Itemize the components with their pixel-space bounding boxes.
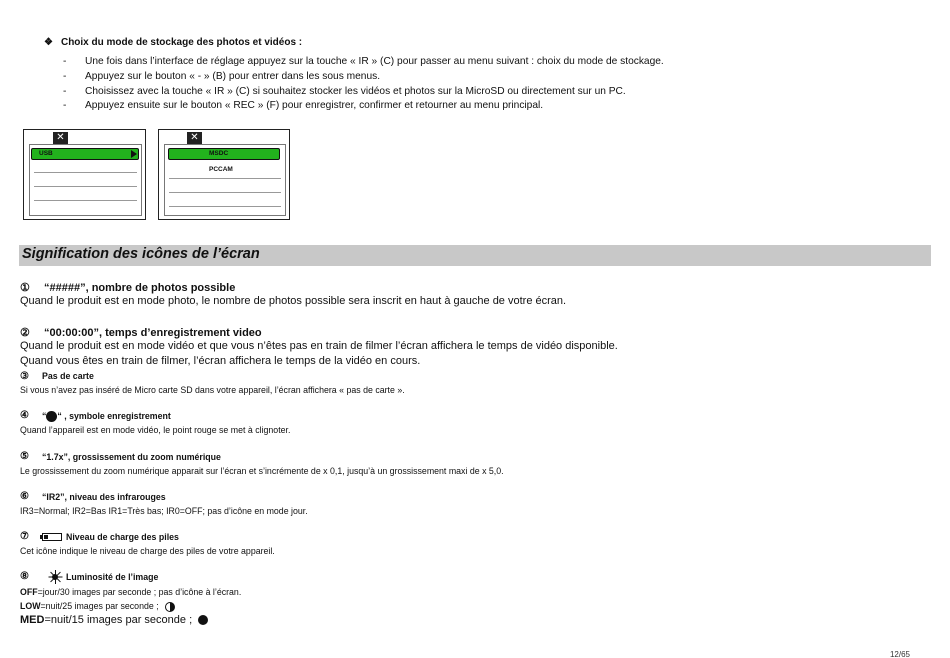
item-title: “ , symbole enregistrement xyxy=(57,411,171,421)
menu-divider xyxy=(34,186,137,187)
tools-icon: ✕ xyxy=(53,132,68,144)
mode-key: OFF xyxy=(20,587,38,597)
item-title: “00:00:00”, temps d’enregistrement video xyxy=(44,326,262,339)
arrow-right-icon xyxy=(131,150,137,158)
item-number: ② xyxy=(20,327,30,339)
item-title: “1.7x”, grossissement du zoom numérique xyxy=(42,452,221,462)
step-text: Une fois dans l’interface de réglage appuyez sur la touche « IR » (C) pour passer au menu suivant : choix du mode de stockage. xyxy=(85,56,664,67)
brightness-low-line xyxy=(20,599,920,613)
tools-icon: ✕ xyxy=(187,132,202,144)
menu-divider xyxy=(34,172,137,173)
mode-key: MED xyxy=(20,614,45,626)
list-item: - Appuyez ensuite sur le bouton « REC » (F) pour enregistrer, confirmer et retourner au menu principal. xyxy=(63,99,664,114)
full-moon-icon xyxy=(198,615,208,625)
menu-divider xyxy=(34,200,137,201)
item-heading xyxy=(20,281,920,294)
item-number: ⑥ xyxy=(20,491,29,502)
storage-mode-title: Choix du mode de stockage des photos et vidéos : xyxy=(60,37,303,48)
screen-mockup-usb xyxy=(23,129,146,220)
item-heading xyxy=(20,530,920,544)
item-number: ④ xyxy=(20,410,29,421)
diamond-bullet-icon: ❖ xyxy=(44,37,53,48)
selected-option-label: USB xyxy=(39,150,53,157)
selected-option-usb xyxy=(31,148,139,160)
item-heading xyxy=(20,569,920,585)
item-description: Cet icône indique le niveau de charge des piles de votre appareil. xyxy=(20,546,275,556)
icon-item-video-time xyxy=(20,326,920,369)
brightness-icon xyxy=(48,570,62,584)
item-description: Quand vous êtes en train de filmer, l’écran affichera le temps de la vidéo en cours. xyxy=(20,355,421,367)
item-description: Quand le produit est en mode photo, le nombre de photos possible sera inscrit en haut à gauche de votre écran. xyxy=(20,295,567,307)
item-title: “#####”, nombre de photos possible xyxy=(44,281,236,294)
item-title-prefix: “ xyxy=(42,411,47,421)
menu-frame xyxy=(164,144,286,216)
icon-item-brightness xyxy=(20,569,920,628)
icon-item-zoom xyxy=(20,450,920,478)
menu-divider xyxy=(169,192,281,193)
menu-divider xyxy=(169,206,281,207)
item-number: ① xyxy=(20,282,30,294)
item-number: ⑤ xyxy=(20,451,29,462)
item-heading xyxy=(20,450,920,464)
item-number: ⑦ xyxy=(20,531,29,542)
list-item: - Une fois dans l’interface de réglage appuyez sur la touche « IR » (C) pour passer au menu suivant : choix du mode de stockage. xyxy=(63,55,664,70)
item-description: Le grossissement du zoom numérique apparait sur l’écran et s’incrémente de x 0,1, jusqu’à un grossissement maxi de x 5,0. xyxy=(20,466,504,476)
item-description: IR3=Normal; IR2=Bas IR1=Très bas; IR0=OFF; pas d’icône en mode jour. xyxy=(20,506,308,516)
selected-option-msdc xyxy=(168,148,280,160)
item-description: Si vous n’avez pas inséré de Micro carte SD dans votre appareil, l’écran affichera « pas de carte ». xyxy=(20,385,405,395)
item-title: Pas de carte xyxy=(42,371,94,381)
item-number: ⑧ xyxy=(20,571,29,582)
brightness-med-line xyxy=(20,613,920,628)
icon-item-no-card xyxy=(20,370,920,397)
item-title: Luminosité de l’image xyxy=(66,572,159,582)
menu-divider xyxy=(169,178,281,179)
item-description: Quand le produit est en mode vidéo et que vous n’êtes pas en train de filmer l’écran affichera le temps de vidéo disponible. xyxy=(20,340,618,352)
list-item: - Choisissez avec la touche « IR » (C) si souhaitez stocker les vidéos et photos sur la MicroSD ou directement sur un PC. xyxy=(63,85,664,100)
item-title: “IR2”, niveau des infrarouges xyxy=(42,492,166,502)
step-text: Choisissez avec la touche « IR » (C) si souhaitez stocker les vidéos et photos sur la MicroSD ou directement sur un PC. xyxy=(85,85,626,97)
brightness-off-line xyxy=(20,585,920,599)
storage-mode-heading xyxy=(44,37,302,48)
option-pccam: PCCAM xyxy=(209,166,233,173)
selected-option-label: MSDC xyxy=(209,150,229,157)
icon-item-photo-count xyxy=(20,281,920,309)
menu-frame xyxy=(29,144,142,216)
record-dot-icon xyxy=(46,411,57,422)
item-number: ③ xyxy=(20,371,29,382)
item-heading xyxy=(20,370,920,383)
mode-text: =jour/30 images par seconde ; pas d’icône à l’écran. xyxy=(37,587,242,597)
list-item: - Appuyez sur le bouton « - » (B) pour entrer dans les sous menus. xyxy=(63,70,664,85)
icon-item-battery xyxy=(20,530,920,558)
mode-key: LOW xyxy=(20,601,41,611)
icon-item-infrared xyxy=(20,490,920,518)
section-title: Signification des icônes de l’écran xyxy=(22,246,260,262)
item-description: Quand l’appareil est en mode vidéo, le point rouge se met à clignoter. xyxy=(20,425,291,435)
mode-text: =nuit/25 images par seconde ; xyxy=(40,601,159,611)
storage-steps-list xyxy=(63,55,664,114)
half-moon-icon xyxy=(165,602,175,612)
step-text: Appuyez sur le bouton « - » (B) pour entrer dans les sous menus. xyxy=(85,70,381,82)
mode-text: =nuit/15 images par seconde ; xyxy=(44,614,193,626)
item-heading xyxy=(20,326,920,339)
page-number: 12/65 xyxy=(889,650,910,658)
battery-icon xyxy=(42,533,62,541)
item-title: Niveau de charge des piles xyxy=(66,532,179,542)
item-heading xyxy=(20,490,920,504)
screen-mockup-msdc xyxy=(158,129,290,220)
icon-item-recording xyxy=(20,409,920,437)
item-heading xyxy=(20,409,920,423)
step-text: Appuyez ensuite sur le bouton « REC » (F) pour enregistrer, confirmer et retourner au menu principal. xyxy=(85,100,544,112)
